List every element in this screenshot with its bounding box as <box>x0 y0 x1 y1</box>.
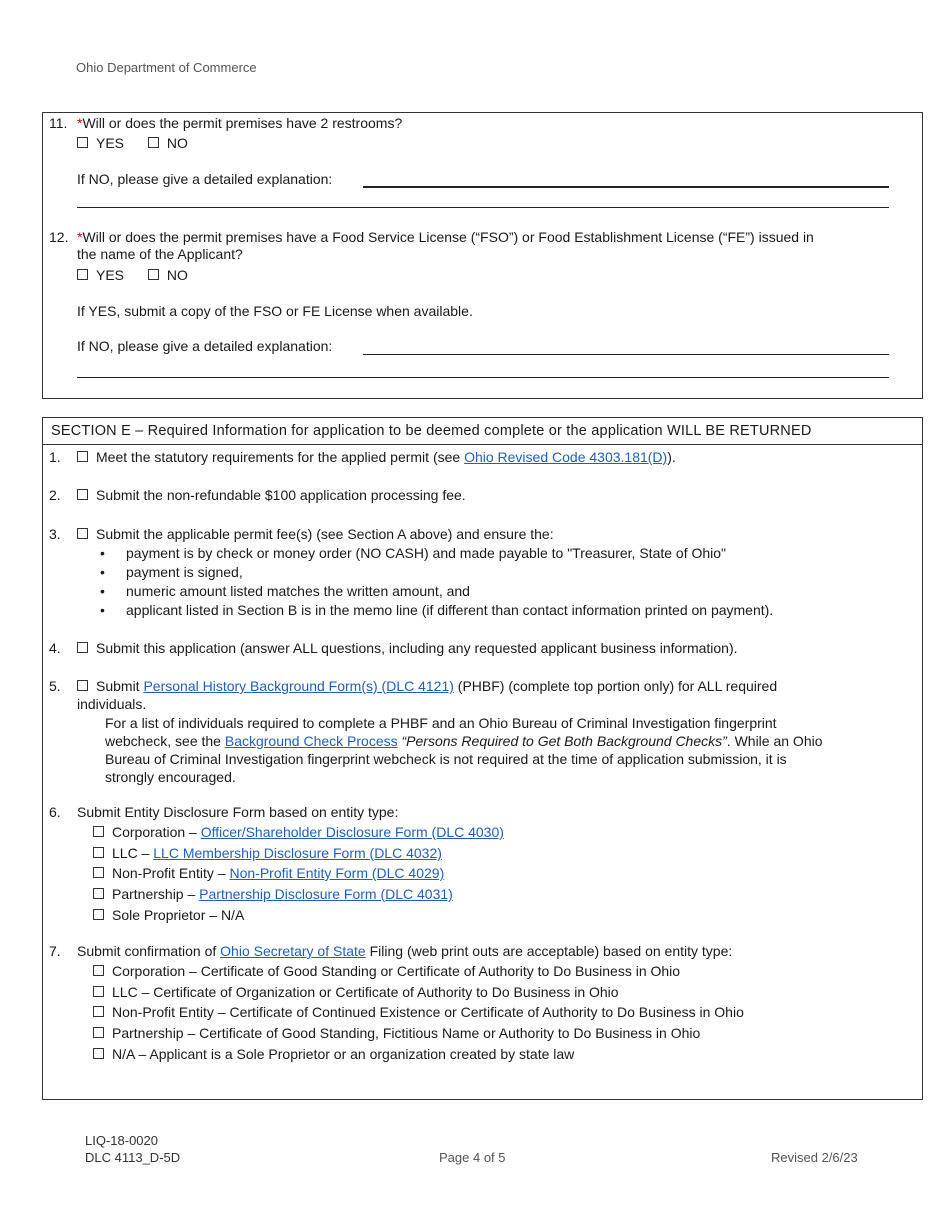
personal-history-form-link[interactable]: Personal History Background Form(s) (DLC 4121) <box>143 678 454 694</box>
item5-para-d: strongly encouraged. <box>105 769 236 785</box>
entity-option-partnership: Partnership – Partnership Disclosure Form (DLC 4031) <box>93 885 453 903</box>
item3-bullet: • payment is by check or money order (NO CASH) and made payable to "Treasurer, State of Ohio" <box>100 545 727 561</box>
form-id-1: LIQ-18-0020 <box>85 1133 158 1148</box>
background-check-process-link[interactable]: Background Check Process <box>224 733 398 749</box>
item6: Submit Entity Disclosure Form based on entity type: <box>77 804 399 820</box>
bullet-icon: • <box>100 602 105 618</box>
checkbox-icon[interactable] <box>93 888 104 899</box>
item5-para-a: For a list of individuals required to complete a PHBF and an Ohio Bureau of Criminal Investigation fingerprint <box>105 715 777 731</box>
revised-date: Revised 2/6/23 <box>771 1150 858 1165</box>
item3: Submit the applicable permit fee(s) (see Section A above) and ensure the: <box>77 525 554 543</box>
checkbox-icon[interactable] <box>93 847 104 858</box>
q12-number: 12. <box>49 229 69 245</box>
checkbox-icon[interactable] <box>77 451 88 462</box>
q12-yes-option[interactable]: YES <box>77 267 124 283</box>
q11-explain-line1[interactable] <box>363 186 889 188</box>
item5-line2: individuals. <box>77 696 147 712</box>
q12-yes-note: If YES, submit a copy of the FSO or FE License when available. <box>77 303 473 319</box>
nonprofit-entity-form-link[interactable]: Non-Profit Entity Form (DLC 4029) <box>229 865 445 881</box>
item5-para-c: Bureau of Criminal Investigation fingerprint webcheck is not required at the time of application submission, it is <box>105 751 787 767</box>
entity-option-nonprofit: Non-Profit Entity – Non-Profit Entity Form (DLC 4029) <box>93 864 444 882</box>
checkbox-icon[interactable] <box>77 642 88 653</box>
partnership-form-link[interactable]: Partnership Disclosure Form (DLC 4031) <box>199 886 453 902</box>
item4: Submit this application (answer ALL questions, including any requested applicant business information). <box>77 639 738 657</box>
sos-option-partnership: Partnership – Certificate of Good Standing, Fictitious Name or Authority to Do Business in Ohio <box>93 1024 700 1042</box>
q11-number: 11. <box>49 115 68 131</box>
checkbox-icon[interactable] <box>93 1027 104 1038</box>
q12-options <box>77 266 188 284</box>
sos-option-nonprofit: Non-Profit Entity – Certificate of Continued Existence or Certificate of Authority to Do Business in Ohio <box>93 1003 744 1021</box>
required-mark: * <box>77 229 83 245</box>
agency-header: Ohio Department of Commerce <box>76 60 257 75</box>
checkbox-icon[interactable] <box>77 489 88 500</box>
sos-option-na: N/A – Applicant is a Sole Proprietor or an organization created by state law <box>93 1045 574 1063</box>
checkbox-icon[interactable] <box>93 1048 104 1059</box>
item3-number: 3. <box>49 526 61 542</box>
item1-number: 1. <box>49 449 61 465</box>
item5-number: 5. <box>49 678 61 694</box>
q12-question: *Will or does the permit premises have a Food Service License (“FSO”) or Food Establishment License (“FE”) issued in <box>77 229 814 245</box>
page-number: Page 4 of 5 <box>439 1150 506 1165</box>
checkbox-icon[interactable] <box>77 269 88 280</box>
checkbox-icon[interactable] <box>93 965 104 976</box>
bullet-icon: • <box>100 583 105 599</box>
entity-option-corporation: Corporation – Officer/Shareholder Disclosure Form (DLC 4030) <box>93 823 504 841</box>
checkbox-icon[interactable] <box>77 528 88 539</box>
item2: Submit the non-refundable $100 application processing fee. <box>77 486 466 504</box>
sos-option-corporation: Corporation – Certificate of Good Standing or Certificate of Authority to Do Business in Ohio <box>93 962 680 980</box>
officer-shareholder-form-link[interactable]: Officer/Shareholder Disclosure Form (DLC 4030) <box>200 824 504 840</box>
item7: Submit confirmation of Ohio Secretary of State Filing (web print outs are acceptable) based on entity type: <box>77 943 733 959</box>
item5-para-b: webcheck, see the Background Check Process “Persons Required to Get Both Background Checks”. While an Ohio <box>105 733 823 749</box>
q11-yes-option[interactable]: YES <box>77 135 124 151</box>
q12-explain-line2[interactable] <box>77 377 889 378</box>
q12-explain-line1[interactable] <box>363 354 889 355</box>
llc-membership-form-link[interactable]: LLC Membership Disclosure Form (DLC 4032) <box>153 845 442 861</box>
q12-no-option[interactable]: NO <box>148 267 188 283</box>
checkbox-icon[interactable] <box>93 1006 104 1017</box>
checkbox-icon[interactable] <box>77 680 88 691</box>
section-e-box <box>42 417 923 1100</box>
q11-question: *Will or does the permit premises have 2 restrooms? <box>77 115 403 131</box>
item3-bullet: • numeric amount listed matches the written amount, and <box>100 583 470 599</box>
ohio-revised-code-link[interactable]: Ohio Revised Code 4303.181(D) <box>464 449 668 465</box>
checkbox-icon[interactable] <box>93 909 104 920</box>
item3-bullet: • applicant listed in Section B is in the memo line (if different than contact information printed on payment). <box>100 602 774 618</box>
checkbox-icon[interactable] <box>93 826 104 837</box>
section-e-title: SECTION E – Required Information for application to be deemed complete or the application WILL BE RETURNED <box>43 418 922 445</box>
item1: Meet the statutory requirements for the applied permit (see Ohio Revised Code 4303.181(D)). <box>77 448 676 466</box>
q12-explain-label: If NO, please give a detailed explanation: <box>77 338 333 354</box>
questions-box <box>42 112 923 399</box>
item2-number: 2. <box>49 487 61 503</box>
bullet-icon: • <box>100 545 105 561</box>
sos-option-llc: LLC – Certificate of Organization or Certificate of Authority to Do Business in Ohio <box>93 983 619 1001</box>
checkbox-icon[interactable] <box>93 986 104 997</box>
q12-question-line2: the name of the Applicant? <box>77 246 243 262</box>
entity-option-sole-proprietor: Sole Proprietor – N/A <box>93 906 244 924</box>
checkbox-icon[interactable] <box>148 269 159 280</box>
item5: Submit Personal History Background Form(s) (DLC 4121) (PHBF) (complete top portion only) for ALL required <box>77 677 777 695</box>
q11-explain-label: If NO, please give a detailed explanation: <box>77 171 333 187</box>
checkbox-icon[interactable] <box>77 137 88 148</box>
q11-no-option[interactable]: NO <box>148 135 188 151</box>
q11-explain-line2[interactable] <box>77 207 889 208</box>
bullet-icon: • <box>100 564 105 580</box>
secretary-of-state-link[interactable]: Ohio Secretary of State <box>220 943 366 959</box>
entity-option-llc: LLC – LLC Membership Disclosure Form (DLC 4032) <box>93 844 442 862</box>
checkbox-icon[interactable] <box>93 867 104 878</box>
item7-number: 7. <box>49 943 61 959</box>
checkbox-icon[interactable] <box>148 137 159 148</box>
required-mark: * <box>77 115 83 131</box>
item6-number: 6. <box>49 804 61 820</box>
item3-bullet: • payment is signed, <box>100 564 243 580</box>
item4-number: 4. <box>49 640 61 656</box>
q11-options <box>77 134 188 152</box>
form-id-2: DLC 4113_D-5D <box>85 1150 181 1165</box>
